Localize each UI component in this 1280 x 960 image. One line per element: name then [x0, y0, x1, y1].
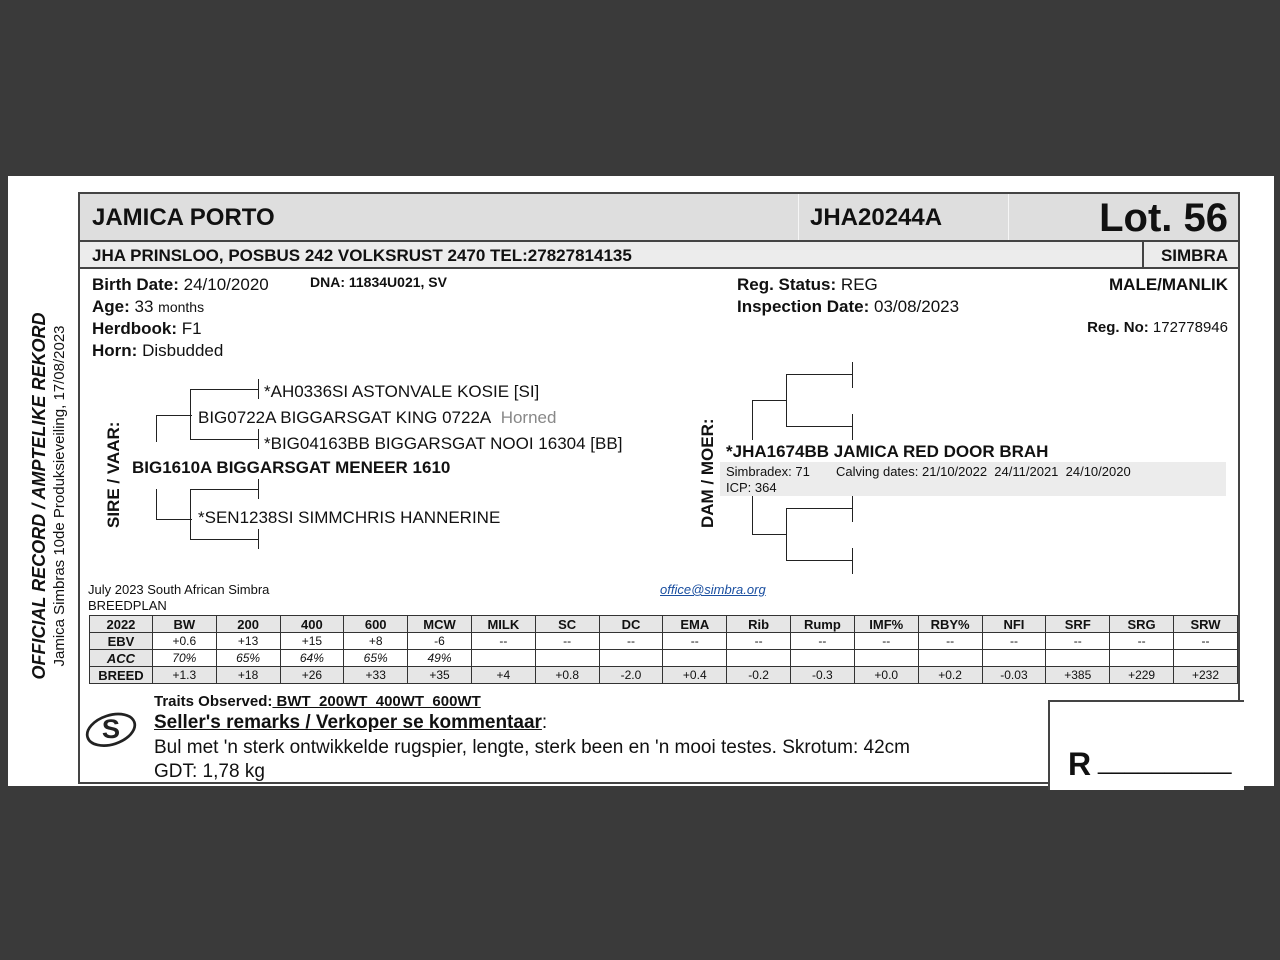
- ebv-header-cell: SRG: [1110, 616, 1174, 633]
- catalogue-sheet: [8, 176, 1274, 786]
- ebv-header-cell: SC: [535, 616, 599, 633]
- ebv-cell: -0.3: [790, 667, 854, 684]
- sire-sire-dam: *BIG04163BB BIGGARSGAT NOOI 16304 [BB]: [264, 434, 623, 453]
- owner-address: JHA PRINSLOO, POSBUS 242 VOLKSRUST 2470 TEL:27827814135: [92, 246, 632, 265]
- ebv-header-cell: 600: [344, 616, 408, 633]
- breed-label: SIMBRA: [1160, 246, 1228, 265]
- ebv-header-cell: 200: [216, 616, 280, 633]
- ebv-cell: +13: [216, 633, 280, 650]
- simbra-logo-icon: [82, 708, 140, 748]
- ebv-cell: +15: [280, 633, 344, 650]
- simbradex: Simbradex: 71: [726, 464, 810, 479]
- ebv-cell: +0.4: [663, 667, 727, 684]
- icp: ICP: 364: [726, 480, 777, 495]
- ebv-cell: +385: [1046, 667, 1110, 684]
- ebv-cell: 65%: [216, 650, 280, 667]
- ebv-cell: --: [1046, 633, 1110, 650]
- ebv-cell: 64%: [280, 650, 344, 667]
- ebv-cell: +8: [344, 633, 408, 650]
- ebv-cell: +1.3: [152, 667, 216, 684]
- ebv-cell: +232: [1174, 667, 1238, 684]
- ebv-cell: --: [471, 633, 535, 650]
- ebv-cell: 65%: [344, 650, 408, 667]
- remarks-line-1: Bul met 'n sterk ontwikkelde rugspier, lengte, sterk been en 'n mooi testes. Skrotum: 42cm: [154, 737, 911, 758]
- ebv-cell: +0.0: [854, 667, 918, 684]
- ebv-cell: --: [663, 633, 727, 650]
- ebv-cell: [535, 650, 599, 667]
- age: Age: 33 months: [92, 297, 205, 316]
- sire-name: BIG1610A BIGGARSGAT MENEER 1610: [132, 458, 451, 477]
- ebv-header-cell: 2022: [90, 616, 153, 633]
- ebv-header-cell: BW: [152, 616, 216, 633]
- dna-info: DNA: 11834U021, SV: [310, 274, 447, 290]
- ebv-row-ebv: [90, 633, 1238, 650]
- breedplan-date: July 2023 South African Simbra: [88, 582, 270, 597]
- official-record-title: OFFICIAL RECORD / AMPTELIKE REKORD: [29, 312, 49, 680]
- ebv-header-cell: DC: [599, 616, 663, 633]
- ebv-cell: [727, 650, 791, 667]
- ebv-cell: -0.03: [982, 667, 1046, 684]
- ebv-cell: --: [727, 633, 791, 650]
- ebv-cell: 49%: [408, 650, 472, 667]
- ebv-cell: [918, 650, 982, 667]
- ebv-row-label: EBV: [90, 633, 153, 650]
- email-link[interactable]: office@simbra.org: [660, 582, 766, 597]
- birth-date: Birth Date: 24/10/2020: [92, 275, 269, 294]
- lot-card: [78, 192, 1240, 784]
- ebv-cell: --: [918, 633, 982, 650]
- ebv-cell: --: [790, 633, 854, 650]
- price-symbol: R: [1068, 746, 1092, 782]
- ebv-cell: --: [982, 633, 1046, 650]
- horn: Horn: Disbudded: [92, 341, 224, 360]
- ebv-header-cell: EMA: [663, 616, 727, 633]
- inspection-date: Inspection Date: 03/08/2023: [737, 297, 960, 316]
- herdbook: Herdbook: F1: [92, 319, 202, 338]
- lot-number: Lot. 56: [1099, 196, 1228, 240]
- ebv-table: [89, 615, 1238, 684]
- ebv-cell: -6: [408, 633, 472, 650]
- remarks-heading: Seller's remarks / Verkoper se kommentaar:: [154, 712, 548, 733]
- ebv-header-cell: Rump: [790, 616, 854, 633]
- ebv-cell: +0.6: [152, 633, 216, 650]
- ebv-header-cell: Rib: [727, 616, 791, 633]
- ebv-cell: +18: [216, 667, 280, 684]
- sire-label: SIRE / VAAR:: [104, 421, 123, 528]
- ebv-cell: +33: [344, 667, 408, 684]
- ebv-cell: [471, 650, 535, 667]
- ebv-cell: --: [1110, 633, 1174, 650]
- remarks-line-2: GDT: 1,78 kg: [154, 761, 265, 782]
- reg-status: Reg. Status: REG: [737, 275, 878, 294]
- ebv-cell: -0.2: [727, 667, 791, 684]
- animal-name: JAMICA PORTO: [92, 204, 275, 231]
- ebv-cell: [982, 650, 1046, 667]
- auction-caption: Jamica Simbras 10de Produksieveiling, 17/08/2023: [51, 325, 68, 667]
- ebv-header-cell: MCW: [408, 616, 472, 633]
- ebv-cell: +4: [471, 667, 535, 684]
- ebv-cell: [854, 650, 918, 667]
- ebv-cell: --: [854, 633, 918, 650]
- ebv-cell: --: [535, 633, 599, 650]
- ebv-row-breed: [90, 667, 1238, 684]
- ebv-header-row: [90, 616, 1238, 633]
- sire-dam: *SEN1238SI SIMMCHRIS HANNERINE: [198, 508, 504, 528]
- ebv-cell: -2.0: [599, 667, 663, 684]
- sex: MALE/MANLIK: [1109, 275, 1228, 294]
- calving-dates: Calving dates: 21/10/2022 24/11/2021 24/10/2020: [836, 464, 1131, 479]
- ebv-header-cell: MILK: [471, 616, 535, 633]
- ebv-row-label: BREED: [90, 667, 153, 684]
- breedplan-label: BREEDPLAN: [88, 598, 167, 613]
- ebv-cell: [663, 650, 727, 667]
- animal-reg-id: JHA20244A: [810, 204, 943, 231]
- registration-number: Reg. No: 172778946: [1087, 319, 1228, 336]
- ebv-cell: +26: [280, 667, 344, 684]
- dam-label: DAM / MOER:: [698, 418, 717, 528]
- ebv-cell: [790, 650, 854, 667]
- ebv-cell: --: [599, 633, 663, 650]
- ebv-cell: +229: [1110, 667, 1174, 684]
- ebv-cell: --: [1174, 633, 1238, 650]
- ebv-header-cell: SRF: [1046, 616, 1110, 633]
- ebv-cell: 70%: [152, 650, 216, 667]
- sire-sire-sire: *AH0336SI ASTONVALE KOSIE [SI]: [264, 382, 540, 401]
- ebv-cell: [599, 650, 663, 667]
- ebv-cell: +0.2: [918, 667, 982, 684]
- ebv-header-cell: NFI: [982, 616, 1046, 633]
- ebv-cell: +0.8: [535, 667, 599, 684]
- ebv-cell: +35: [408, 667, 472, 684]
- dam-name: *JHA1674BB JAMICA RED DOOR BRAH: [726, 442, 1049, 461]
- ebv-header-cell: SRW: [1174, 616, 1238, 633]
- ebv-header-cell: RBY%: [918, 616, 982, 633]
- ebv-row-acc: [90, 650, 1238, 667]
- sire-sire: BIG0722A BIGGARSGAT KING 0722A Horned: [198, 408, 560, 428]
- ebv-cell: [1046, 650, 1110, 667]
- traits-observed: Traits Observed: BWT 200WT 400WT 600WT: [154, 693, 481, 710]
- ebv-cell: [1174, 650, 1238, 667]
- ebv-header-cell: IMF%: [854, 616, 918, 633]
- svg-text:S: S: [101, 713, 121, 744]
- ebv-header-cell: 400: [280, 616, 344, 633]
- ebv-row-label: ACC: [90, 650, 153, 667]
- ebv-cell: [1110, 650, 1174, 667]
- price-field[interactable]: __________: [1098, 748, 1232, 775]
